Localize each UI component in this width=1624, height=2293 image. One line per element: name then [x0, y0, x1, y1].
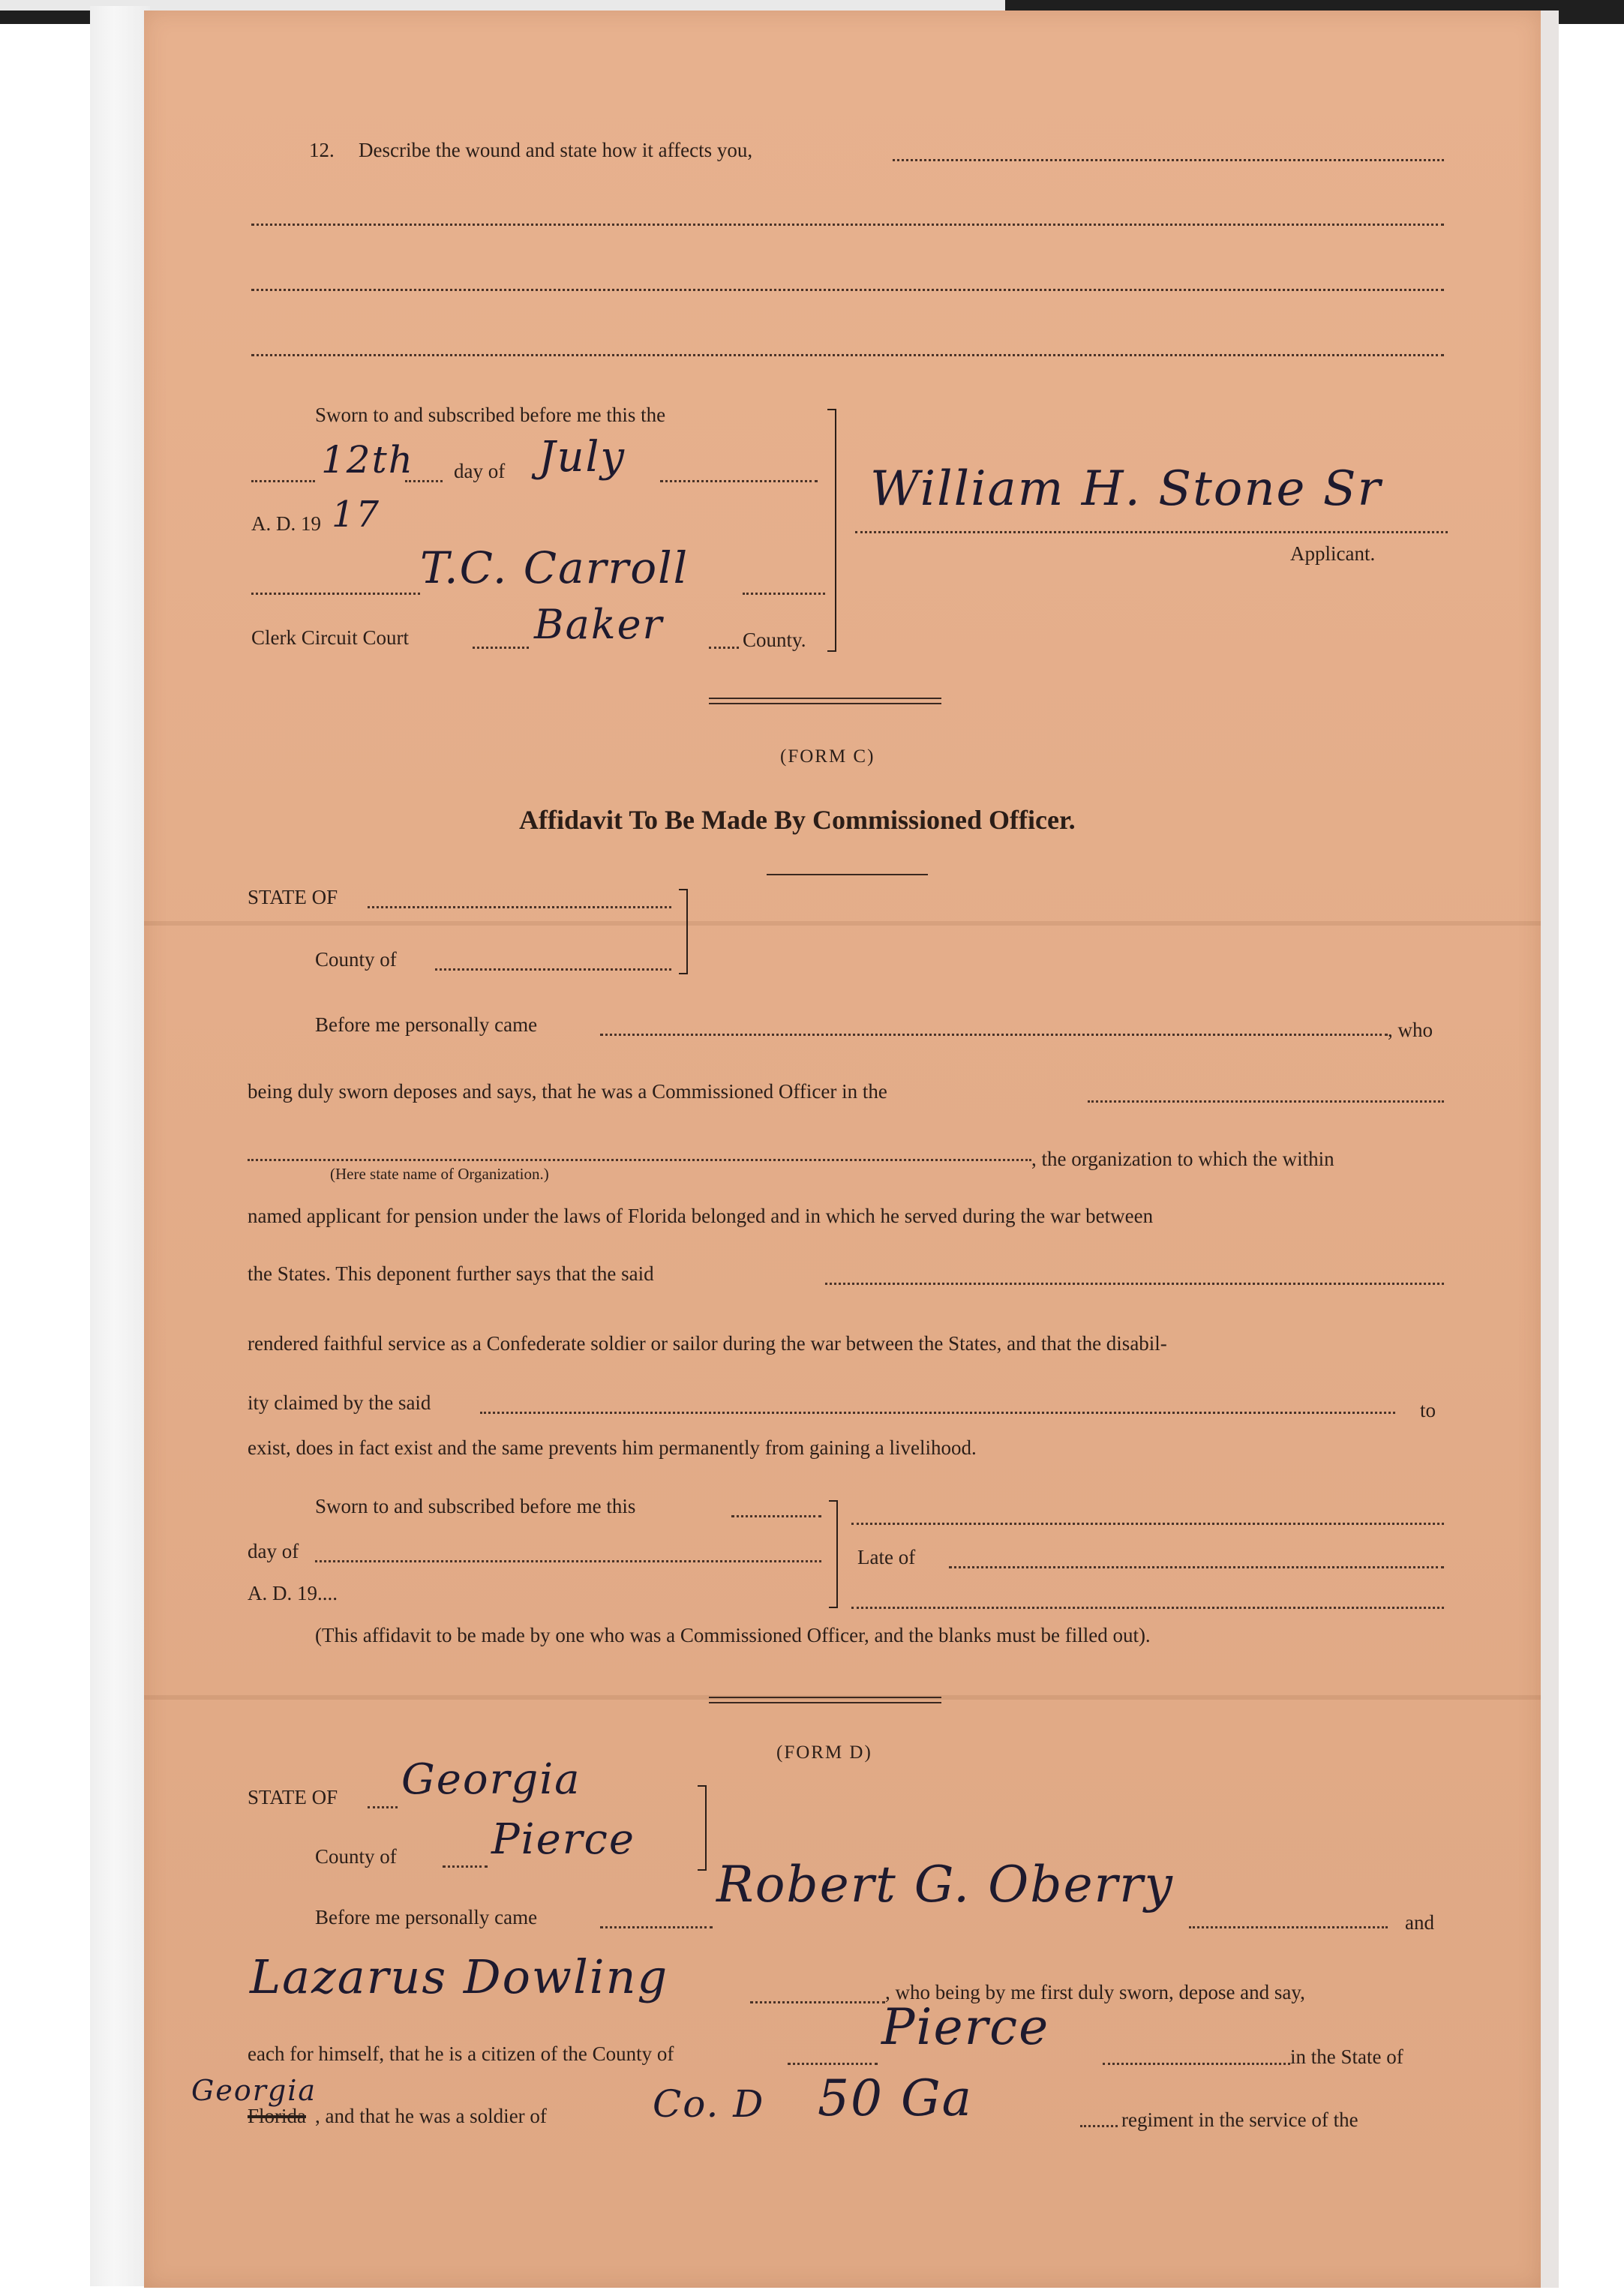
late-of-field[interactable]: [949, 1566, 1444, 1568]
answer-blank[interactable]: [893, 159, 1444, 161]
county-of-label: County of: [315, 948, 397, 971]
regiment-blank: [1080, 2125, 1118, 2127]
county-handwritten: Pierce: [491, 1815, 636, 1864]
divider: [709, 703, 941, 704]
divider: [709, 1697, 941, 1698]
clerk-signature: T.C. Carroll: [420, 542, 689, 593]
county-blank: [443, 1865, 488, 1868]
organization-field[interactable]: [248, 1159, 1031, 1161]
name-field[interactable]: [600, 1034, 1388, 1036]
q12-number: 12.: [309, 139, 335, 161]
before-me-text: Before me personally came: [315, 1906, 538, 1928]
state-brace: [679, 889, 688, 974]
day-of-label: day of: [454, 460, 506, 482]
form-c-header: (FORM C): [780, 746, 875, 767]
body-line: , and that he was a soldier of: [315, 2105, 547, 2127]
body-line: rendered faithful service as a Confederate soldier or sailor during the war between the States, and that the disabil-: [248, 1332, 1167, 1355]
jurat-year-handwritten: 17: [332, 494, 381, 536]
state2-handwritten: Georgia: [191, 2074, 317, 2107]
organization-note: (Here state name of Organization.): [330, 1165, 549, 1183]
county-blank: [473, 647, 529, 649]
body-line: , the organization to which the within: [1031, 1148, 1334, 1170]
body-line: exist, does in fact exist and the same prevents him permanently from gaining a livelihood.: [248, 1436, 977, 1459]
state-of-label: STATE OF: [248, 886, 338, 908]
sworn-brace: [829, 1500, 838, 1608]
body-line: to: [1420, 1399, 1436, 1421]
officer-signature-field[interactable]: [851, 1523, 1444, 1525]
day-blank: [405, 480, 443, 482]
county-blank: [788, 2063, 878, 2065]
jurat-sworn-text: Sworn to and subscribed before me this the: [315, 404, 666, 426]
county-blank: [1103, 2063, 1290, 2065]
regiment-field[interactable]: [1088, 1100, 1444, 1103]
divider: [709, 698, 941, 699]
body-line: , who being by me first duly sworn, depose and say,: [885, 1981, 1305, 2003]
clerk-blank: [251, 593, 420, 595]
county-field[interactable]: [435, 968, 671, 971]
jurat-month-handwritten: July: [539, 433, 626, 482]
state-blank: [368, 1806, 398, 1808]
witness-blank: [750, 2001, 885, 2003]
q12-text: Describe the wound and state how it affects you,: [359, 139, 753, 161]
form-c-note: (This affidavit to be made by one who was a Commissioned Officer, and the blanks must be filled out).: [315, 1624, 1151, 1646]
witness1-handwritten: Robert G. Oberry: [716, 1856, 1174, 1913]
applicant-signature: William H. Stone Sr: [870, 461, 1382, 517]
body-line: each for himself, that he is a citizen of the County of: [248, 2042, 674, 2065]
county-blank: [709, 647, 739, 649]
body-line: regiment in the service of the: [1121, 2108, 1358, 2131]
name-field[interactable]: [480, 1412, 1395, 1414]
plastic-sleeve-right: [1541, 11, 1559, 2288]
state-field[interactable]: [368, 906, 671, 908]
state-of-label: STATE OF: [248, 1786, 338, 1808]
applicant-signature-line: [855, 531, 1448, 533]
witness-blank: [1189, 1926, 1388, 1928]
late-of-label: Late of: [857, 1546, 916, 1568]
jurat-brace: [827, 409, 836, 652]
body-line: ity claimed by the said: [248, 1391, 431, 1414]
witness2-handwritten: Lazarus Dowling: [250, 1949, 669, 2004]
clerk-blank: [743, 593, 825, 595]
divider: [709, 1702, 941, 1703]
regiment-handwritten: 50 Ga: [818, 2069, 974, 2127]
answer-blank[interactable]: [251, 289, 1444, 291]
name-field[interactable]: [825, 1283, 1444, 1285]
before-me-text: Before me personally came: [315, 1013, 538, 1036]
applicant-label: Applicant.: [1290, 542, 1376, 565]
jurat-day-handwritten: 12th: [321, 438, 414, 482]
clerk-label: Clerk Circuit Court: [251, 626, 409, 649]
answer-blank[interactable]: [251, 224, 1444, 226]
body-line: the States. This deponent further says that the said: [248, 1262, 654, 1285]
company-handwritten: Co. D: [653, 2082, 765, 2126]
clerk-county-handwritten: Baker: [534, 601, 664, 648]
form-c-title: Affidavit To Be Made By Commissioned Officer.: [519, 805, 1076, 835]
form-d-header: (FORM D): [776, 1742, 872, 1763]
body-line: named applicant for pension under the laws of Florida belonged and in which he served during the war between: [248, 1205, 1154, 1227]
who-text: , who: [1388, 1019, 1433, 1041]
plastic-sleeve-left: [90, 6, 150, 2286]
scanner-top-strip: [0, 0, 1005, 11]
answer-blank[interactable]: [251, 354, 1444, 356]
month-blank: [660, 480, 818, 482]
county-of-label: County of: [315, 1845, 397, 1868]
body-line: being duly sworn deposes and says, that he was a Commissioned Officer in the: [248, 1080, 887, 1103]
county-label: County.: [743, 629, 806, 651]
witness-blank: [600, 1926, 713, 1928]
state2-printed-struck: Florida: [248, 2105, 306, 2127]
in-state-text: in the State of: [1290, 2045, 1403, 2068]
paper-fold: [144, 921, 1541, 926]
divider: [767, 874, 928, 875]
county2-handwritten: Pierce: [881, 1998, 1050, 2056]
day-blank: [251, 480, 315, 482]
state-handwritten: Georgia: [401, 1755, 581, 1804]
month-field[interactable]: [315, 1560, 821, 1562]
ad-label: A. D. 19....: [248, 1582, 338, 1604]
day-field[interactable]: [731, 1515, 821, 1517]
state-brace: [698, 1785, 707, 1871]
sworn-text: Sworn to and subscribed before me this: [315, 1495, 636, 1517]
ad-label: A. D. 19: [251, 512, 321, 535]
day-of-label: day of: [248, 1540, 299, 1562]
and-text: and: [1405, 1911, 1434, 1934]
officer-title-field[interactable]: [851, 1607, 1444, 1609]
